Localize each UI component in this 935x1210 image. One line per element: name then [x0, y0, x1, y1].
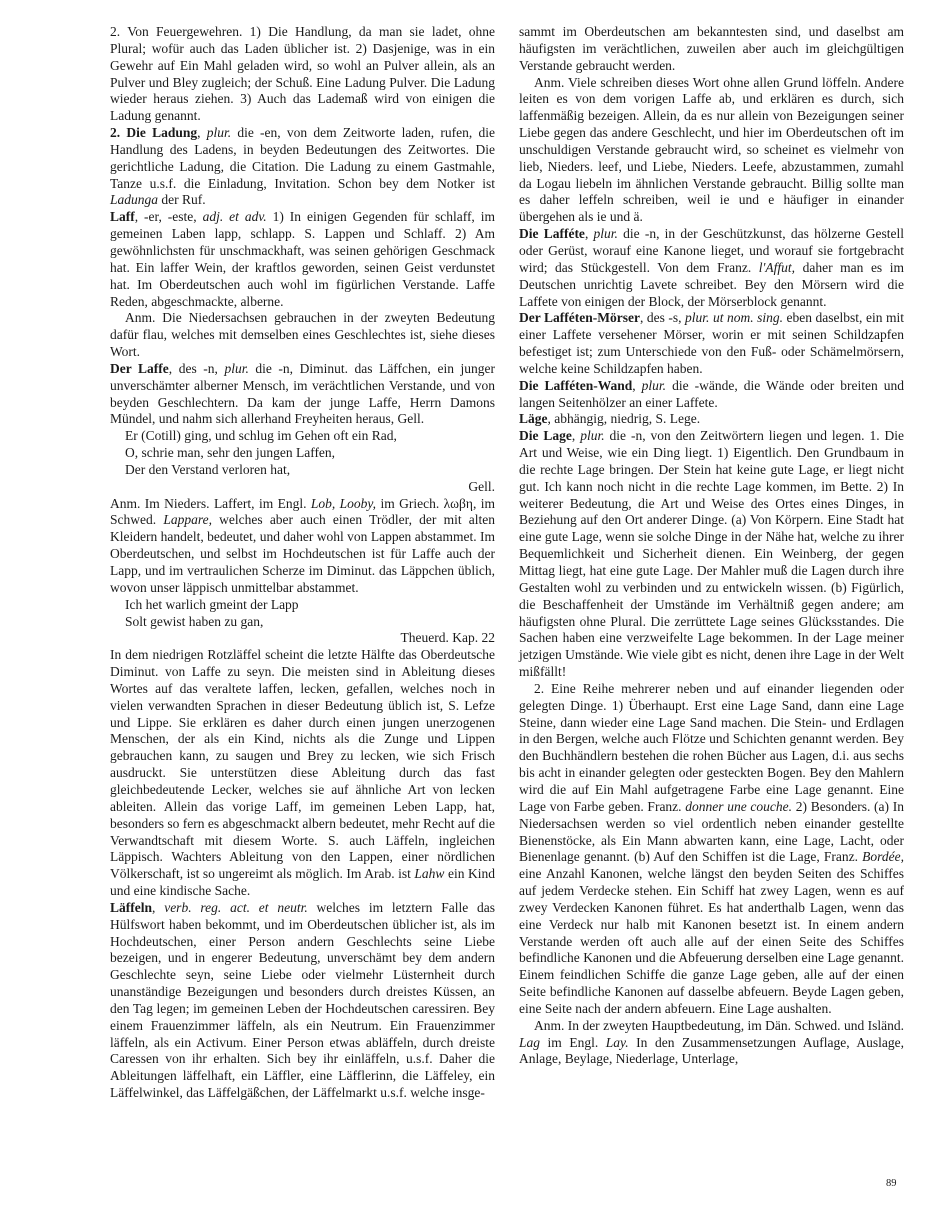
- note-laffe: [110, 496, 495, 597]
- entry-text: , des -n,: [168, 360, 225, 376]
- headword: Der Laffe: [110, 360, 169, 376]
- grammar-note: plur.: [206, 125, 232, 141]
- entry-text: Anm. Im Nieders. Laffert, im Engl.: [110, 495, 311, 511]
- entry-text: , abhängig, niedrig, S. Lege.: [547, 411, 701, 427]
- entry-text: der Ruf.: [158, 192, 206, 208]
- entry-ladung-1-continuation: 2. Von Feuergewehren. 1) Die Handlung, da man sie ladet, ohne Plural; wofür auch das Laden üblicher ist. 2) Dasjenige, was in ein Gewehr auf Ein Mahl geladen wird, so wohl an Pulver allein, als an Pulver und Bley zugleich; der Schuß. Eine Ladung Pulver. Die Ladung wieder heraus ziehen. 3) Auch das Lademaß wird von einigen die Ladung genannt.: [110, 24, 495, 124]
- entry-text: ,: [152, 899, 165, 915]
- left-column: [110, 24, 495, 1102]
- entry-text: ,: [197, 125, 207, 141]
- entry-text: Anm. In der zweyten Hauptbedeutung, im Dän. Schwed. und Isländ.: [534, 1017, 904, 1033]
- entry-lage: [519, 428, 904, 681]
- italic-term: Ladunga: [110, 192, 159, 208]
- grammar-note: verb. reg. act. et neutr.: [164, 899, 308, 915]
- page-number: 89: [886, 1178, 897, 1189]
- verse-line: Er (Cotill) ging, und schlug im Gehen oft ein Rad,: [125, 428, 397, 444]
- headword: Die Lafféte: [519, 226, 585, 242]
- entry-laeffeln-continuation: sammt im Oberdeutschen am bekanntesten sind, und daselbst am häufigsten im verächtlichen, zuweilen aber auch im gleichgültigen Verstande gebraucht werden.: [519, 24, 904, 73]
- verse-line: Ich het warlich gmeint der Lapp: [125, 596, 299, 612]
- headword: 2. Die Ladung: [110, 125, 198, 141]
- entry-laff: [110, 209, 495, 310]
- entry-text: die -en, von dem Zeitworte laden, rufen, die Handlung des Ladens, in beyden Bedeutungen des Zeitwortes. Die gerichtliche Ladung, die Citation. Die Ladung zu einem Gastmahle, Tanze u.s.f. die Einladung, Invitation. Schon bey dem Notker ist: [110, 125, 495, 191]
- right-column: [519, 24, 904, 1068]
- entry-text: , -er, -este,: [134, 209, 203, 225]
- entry-text: die -n, von den Zeitwörtern liegen und legen. 1. Die Art und Weise, wie ein Ding liegt. 1) Eigentlich. Den Grundbaum in die rechte Lage bringen. Der Stein hat keine gute Lage, er liegt nicht gut. Ich kann noch nicht in die rechte Lage kommen, im Bette. 2) In weiterer Bedeutung, die Art und Weise des Ortes eines Dinges, in Beziehung auf den Ort anderer Dinge. (a) Von Körpern. Eine Stadt hat eine gute Lage, wenn sie solche Dinge in der Nähe hat, welche zu ihrer Bequemlichkeit und Sicherheit dienen. Ein Weinberg, der gegen Mittag liegt, hat eine gute Lage. Der Mahler muß die Lagen durch ihre Gestalten wohl zu verbinden und zu entwickeln wissen. (b) Figürlich, die Beschaffenheit der Umstände im Verhältniß gegen andere; am häufigsten ohne Plural. Die zerrüttete Lage seines Glücksstandes. Die Sachen haben eine verzweifelte Lage bekommen. In der Lage meiner jetzigen Umstände. Wie viele gibt es nicht, denen ihre Lage in der Welt mißfällt!: [519, 428, 904, 680]
- verse-attribution: Gell.: [468, 478, 495, 494]
- italic-term: Bordée,: [862, 849, 904, 865]
- entry-text: im Engl.: [540, 1034, 606, 1050]
- entry-laege: [519, 411, 904, 428]
- entry-lage-sense-2: [519, 681, 904, 1018]
- italic-term: donner une couche.: [685, 798, 793, 814]
- italic-term: l'Affut,: [758, 259, 796, 275]
- entry-laeffeln: [110, 900, 495, 1102]
- entry-text: daher man es im Deutschen unrichtig Lavete schreibet. Bey den Mörsern wird die Laffete von einigen der Block, der Mörserblock genannt.: [519, 259, 904, 309]
- headword: Läffeln: [110, 899, 152, 915]
- note-lage: [519, 1018, 904, 1069]
- entry-laffete: [519, 226, 904, 310]
- verse-attribution: Theuerd. Kap. 22: [400, 630, 495, 646]
- entry-text: , des -s,: [639, 310, 686, 326]
- entry-laffeten-wand: [519, 378, 904, 412]
- headword: Der Lafféten-Mörser: [519, 310, 640, 326]
- entry-text: 2. Eine Reihe mehrerer neben und auf einander liegenden oder gelegten Dinge. 1) Überhaupt. Erst eine Lage Sand, dann eine Lage Steine, dann wieder eine Lage Sand machen. Die Stein- und Erdlagen in den Bergen, welche auch Flötze und Schichten genannt werden. Bey den Buchhändlern bestehen die rohen Bücher aus Lagen, d.i. aus sechs bis acht in einander gelegten oder gesteckten Bogen. Bey den Mahlern wird die auf Ein Mahl aufgetragene Farbe eine Lage genannt. Eine Lage von Farbe geben. Franz.: [519, 680, 904, 814]
- grammar-note: adj. et adv.: [202, 209, 267, 225]
- headword: Die Lage: [519, 428, 572, 444]
- verse-line: Solt gewist haben zu gan,: [125, 613, 264, 629]
- entry-text: 1) In einigen Gegenden für schlaff, im gemeinen Laben lapp, schlapp. S. Lappen und Schlaff. 2) Am gewöhnlichsten für unschmackhaft, was seinen gehörigen Geschmack hat. Ein laffer Wein, der kraftlos geworden, seinen Geist verdunstet hat. Im Oberdeutschen auch wohl im figürlichen Verstande. Laffe Reden, abgeschmackte, alberne.: [110, 209, 495, 309]
- entry-text: welches im letztern Falle das Hülfswort haben bekommt, und im Oberdeutschen üblicher ist, als im Hochdeutschen, einer Person andern Geschlechts seine Liebe bezeigen, und in engerer Bedeutung, unverschämt bey dem andern Geschlechte seyn, seine Liebe oder vielmehr Lüsternheit durch unanständige Bezeigungen und besonders durch dreistes Küssen, an den Tag legen; im gemeinen Leben der Hochdeutschen caressiren. Bey einem Frauenzimmer läffeln, als ein Neutrum. Ein Frauenzimmer läffeln, als ein Activum. Einer Person etwas abläffeln, durch dreiste Caressen von ihr erhalten. Sich bey ihr einläffeln, u.s.f. Daher die Ableitungen läffelhaft, ein Läffler, eine Läfflerinn, die Läffeley, ein Läffelwinkel, das Läffelgäßchen, der Läffelmarkt u.s.f. welche insge-: [110, 899, 495, 1101]
- entry-ladung-2: [110, 125, 495, 209]
- grammar-note: plur. ut nom. sing.: [685, 310, 784, 326]
- note-laeffeln: Anm. Viele schreiben dieses Wort ohne allen Grund löffeln. Andere leiten es von dem vorigen Laffe ab, und erklären es durch, sich laffenmäßig bezeigen. Allein, da es nur allein von Bezeigungen seiner Liebe gegen das andere Geschlecht, und hier im Oberdeutschen oft im unschuldigen Verstande gebraucht wird, so scheinet es vielmehr von lieb, Nieders. leef, und Liebe, Nieders. Leefe, abzustammen, zumahl da Logau liebeln im ähnlichen Verstande gebraucht. Billig sollte man es daher leffeln schreiben, weil ie und e häufiger in einander übergehen als ie und ä.: [519, 74, 904, 225]
- entry-text: ,: [632, 377, 642, 393]
- italic-term: Lag: [519, 1034, 541, 1050]
- entry-text: ein Kind und eine kindische Sache.: [110, 866, 495, 899]
- headword: Läge: [519, 411, 548, 427]
- entry-text: ,: [584, 226, 594, 242]
- entry-text: eben daselbst, ein mit einer Laffete versehener Mörser, worin er mit seinen Schildzapfen befestiget ist; zum Unterschiede von den Fuß- oder Schämelmörsern, welche keine Schildzapfen haben.: [519, 310, 904, 376]
- grammar-note: plur.: [580, 428, 605, 444]
- note-laff: Anm. Die Niedersachsen gebrauchen in der zweyten Bedeutung dafür flau, welches mit demselben eines Geschlechtes ist, siehe dieses Wort.: [110, 310, 495, 360]
- grammar-note: plur.: [224, 360, 249, 376]
- entry-text: im Griech. λωβη, im Schwed.: [110, 495, 496, 528]
- entry-text: die -n, in der Geschützkunst, das hölzerne Gestell oder Gerüst, worauf eine Kanone lieget, und worauf sie fortgebracht wird; das Stückgestell. Von dem Franz.: [519, 226, 905, 275]
- entry-text: 2) Besonders. (a) In Niedersachsen werden so viel ordentlich neben einander gestellte Bienenstöcke, als Ein Mann abwarten kann, eine Lage, Lacht, oder Bienenlage genannt. (b) Auf den Schiffen ist die Lage, Franz.: [519, 798, 904, 865]
- entry-text: welches aber auch einen Trödler, der mit alten Kleidern handelt, bedeutet, und daher wohl von Lappen abstammet. Im Oberdeutschen, und selbst im Hochdeutschen ist für Laffe auch der Lapp, und im vertraulichen Scherze im Diminut. das Läppchen üblich, wovon unser läppisch unmittelbar abstammet.: [110, 512, 495, 595]
- entry-laffeten-moerser: [519, 310, 904, 377]
- headword: Laff: [110, 209, 135, 225]
- italic-term: Lahw: [414, 866, 445, 882]
- entry-laffe: [110, 361, 495, 428]
- note-laffe-etymology: [110, 647, 495, 900]
- entry-text: ,: [571, 428, 581, 444]
- grammar-note: plur.: [641, 377, 667, 393]
- entry-text: die -wände, die Wände oder breiten und langen Seitenhölzer an einer Laffete.: [519, 377, 904, 410]
- entry-text: In den Zusammensetzungen Auflage, Auslage, Anlage, Beylage, Niederlage, Unterlage,: [519, 1034, 904, 1067]
- verse-line: Der den Verstand verloren hat,: [125, 461, 291, 477]
- italic-term: Lay.: [605, 1034, 629, 1050]
- grammar-note: plur.: [593, 226, 618, 242]
- headword: Die Lafféten-Wand: [519, 377, 633, 393]
- italic-term: Lob, Looby,: [310, 495, 377, 511]
- italic-term: Lappare,: [163, 512, 212, 528]
- entry-text: die -n, Diminut. das Läffchen, ein junger unverschämter alberner Mensch, im verächtlichen Verstande, und von beyden Geschlechtern. Da kam der junge Laffe, Herrn Damons Mündel, und nahm sich allerhand Freyheiten heraus, Gell.: [110, 360, 495, 427]
- verse-line: O, schrie man, sehr den jungen Laffen,: [125, 445, 336, 461]
- entry-text: eine Anzahl Kanonen, welche längst den beyden Seiten des Schiffes auf jedem Verdecke stehen. Ein Schiff hat zwey Lagen, wenn es auf zwey Verdecken Kanonen führet. Es hat anderthalb Lagen, wenn das eine Verdeck nur halb mit Kanonen besetzt ist. In einem andern Verstande werden oft auch alle auf der einen Seite des Schiffes befindliche Kanonen und die Abfeuerung derselben eine Lage genannt. Einem feindlichen Schiffe die ganze Lage geben, alle auf der einen Seite befindliche Kanonen auf dasselbe abfeuern. Beyde Lagen geben, eine Seite nach der andern abfeuern. Eine Lage aushalten.: [519, 866, 904, 1016]
- entry-text: In dem niedrigen Rotzläffel scheint die letzte Hälfte das Oberdeutsche Diminut. von Laffe zu seyn. Die meisten sind in Ableitung dieses Wortes auf das veraltete laffen, lecken, gefallen, welches noch in vielen verwandten Sprachen in dieser Bedeutung üblich ist, S. Lefze und Lippe. Sie erklären es daher durch einen jungen unerzogenen Menschen, der als ein Kind, nichts als die Zunge und Lippen gebrauchen kann, zu saugen und Brey zu lecken, wie sich Frisch ausdruckt. Sie unterstützen diese Ableitung durch das fast gleichbedeutende Lecker, welches sie auf ähnliche Art von lecken ableiten. Allein das vorige Laff, im gemeinen Leben Lapp, hat, besonders so fern es abgeschmackt albern bedeutet, mehr Recht auf die Verwandtschaft mit diesem Worte. S. auch Läffeln, ingleichen Läppisch. Wachters Ableitung von den Lappen, einer nördlichen Völkerschaft, ist so ungereimt als möglich. Im Arab. ist: [110, 647, 495, 882]
